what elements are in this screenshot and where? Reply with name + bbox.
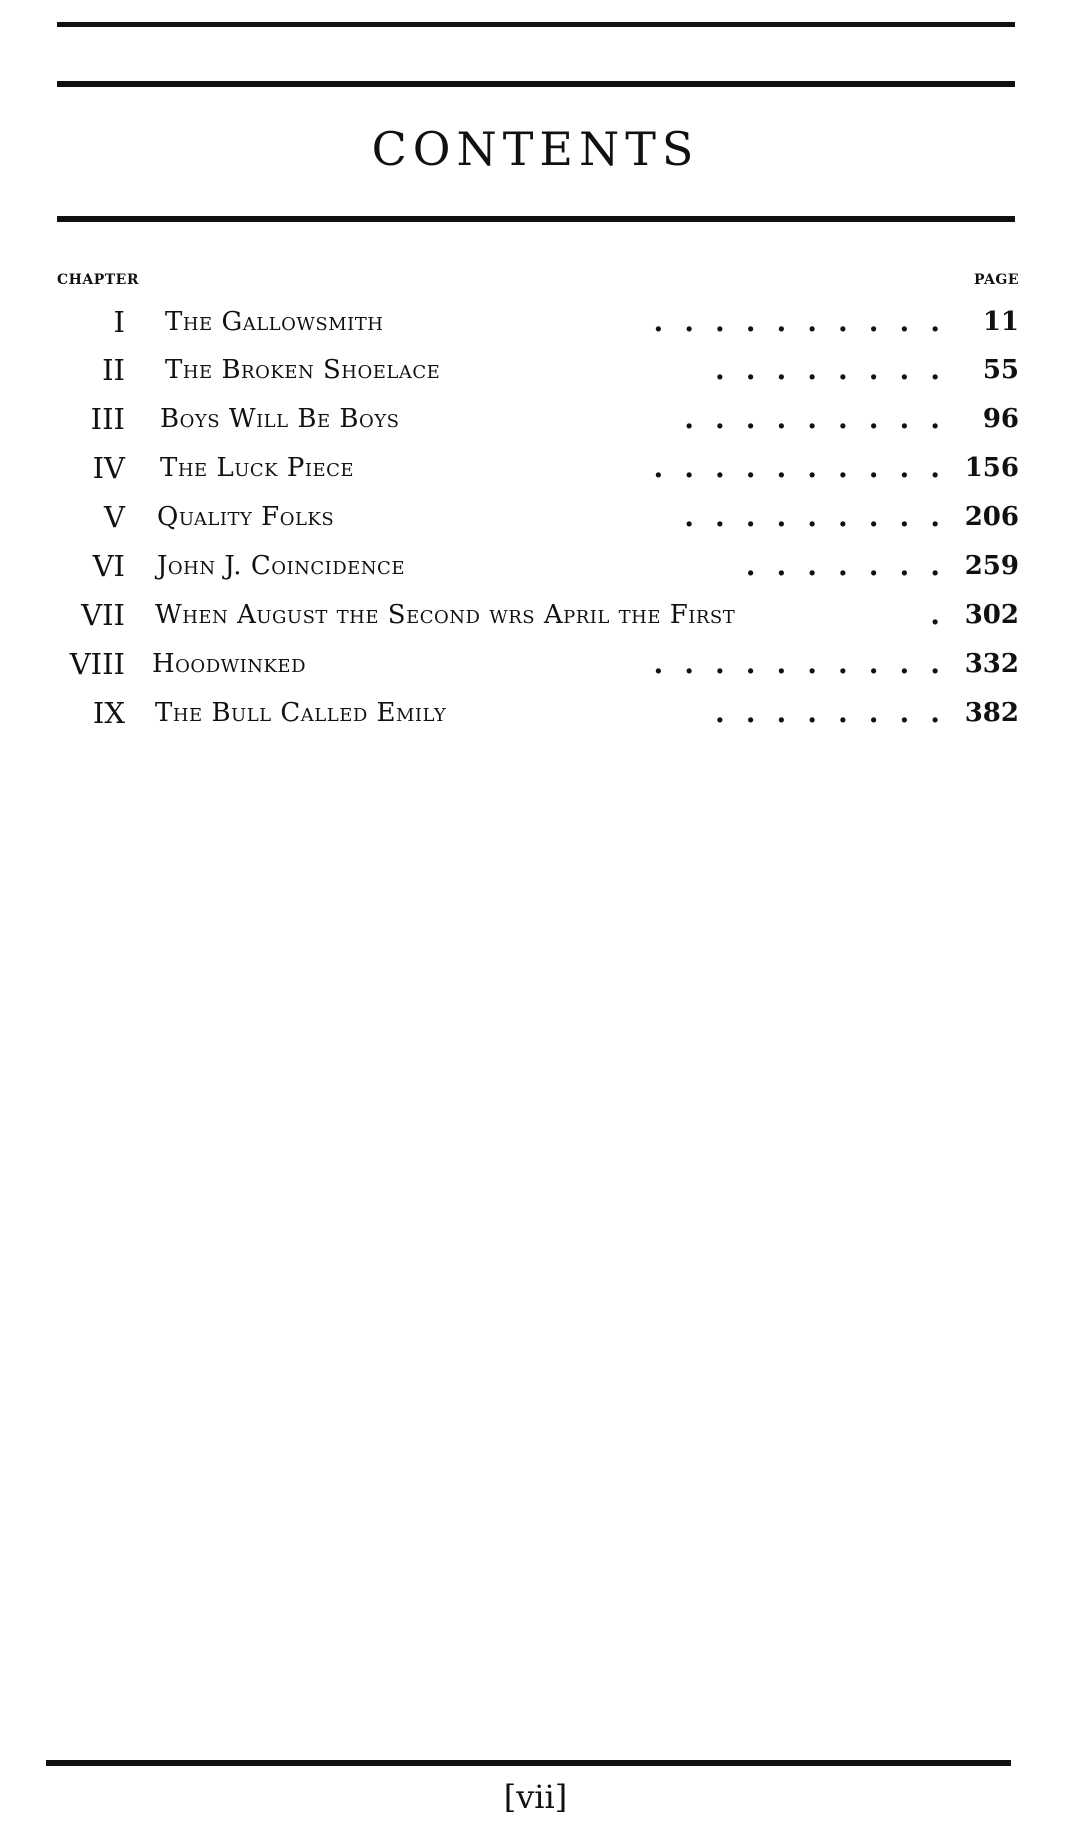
- chapter-number: IX: [92, 696, 125, 730]
- dot-leader: .........: [684, 402, 961, 435]
- chapter-title[interactable]: The Gallowsmith: [165, 307, 384, 337]
- dot-leader: ..........: [653, 451, 961, 484]
- dot-leader: .........: [684, 500, 961, 533]
- chapter-number: II: [102, 353, 125, 387]
- page-number: 96: [982, 404, 1019, 434]
- chapter-number: V: [104, 500, 125, 534]
- title-underline-rule: [57, 216, 1015, 222]
- dot-leader: ..........: [653, 305, 961, 338]
- chapter-number: VII: [81, 598, 125, 632]
- page-number: 156: [964, 453, 1019, 483]
- chapter-title[interactable]: Boys Will Be Boys: [160, 404, 400, 434]
- toc-entry[interactable]: [0, 446, 1071, 490]
- page-title: CONTENTS: [371, 122, 700, 176]
- chapter-number: III: [90, 402, 125, 436]
- chapter-number: VI: [92, 549, 125, 583]
- chapter-title[interactable]: John J. Coincidence: [157, 551, 405, 581]
- page-folio: [vii]: [503, 1778, 568, 1816]
- chapter-title[interactable]: Hoodwinked: [152, 649, 306, 679]
- page-number: 302: [964, 600, 1019, 630]
- page-number: 259: [964, 551, 1019, 581]
- toc-entry[interactable]: [0, 300, 1071, 344]
- toc-entry[interactable]: [0, 495, 1071, 539]
- toc-entry[interactable]: [0, 397, 1071, 441]
- dot-leader: .: [930, 598, 961, 631]
- dot-leader: ........: [715, 353, 961, 386]
- toc-entry[interactable]: [0, 691, 1071, 735]
- page-number: 55: [982, 355, 1019, 385]
- page-number: 206: [964, 502, 1019, 532]
- page-number: 11: [982, 307, 1019, 337]
- chapter-title[interactable]: The Luck Piece: [160, 453, 355, 483]
- top-rule-2: [57, 81, 1015, 87]
- chapter-number: IV: [92, 451, 125, 485]
- toc-entry[interactable]: [0, 544, 1071, 588]
- chapter-number: I: [113, 305, 125, 339]
- chapter-number: VIII: [69, 647, 125, 681]
- page-column-header: PAGE: [974, 272, 1019, 288]
- dot-leader: .......: [745, 549, 961, 582]
- chapter-title[interactable]: The Broken Shoelace: [165, 355, 441, 385]
- page-number: 382: [964, 698, 1019, 728]
- top-rule-1: [57, 22, 1015, 27]
- toc-entry[interactable]: [0, 593, 1071, 637]
- toc-entry[interactable]: [0, 642, 1071, 686]
- toc-entry[interactable]: [0, 348, 1071, 392]
- chapter-title[interactable]: When August the Second wrs April the First: [155, 600, 736, 630]
- dot-leader: ..........: [653, 647, 961, 680]
- dot-leader: ........: [715, 696, 961, 729]
- page-number: 332: [964, 649, 1019, 679]
- chapter-column-header: CHAPTER: [57, 272, 139, 288]
- chapter-title[interactable]: Quality Folks: [157, 502, 335, 532]
- bottom-rule: [46, 1760, 1011, 1766]
- chapter-title[interactable]: The Bull Called Emily: [155, 698, 447, 728]
